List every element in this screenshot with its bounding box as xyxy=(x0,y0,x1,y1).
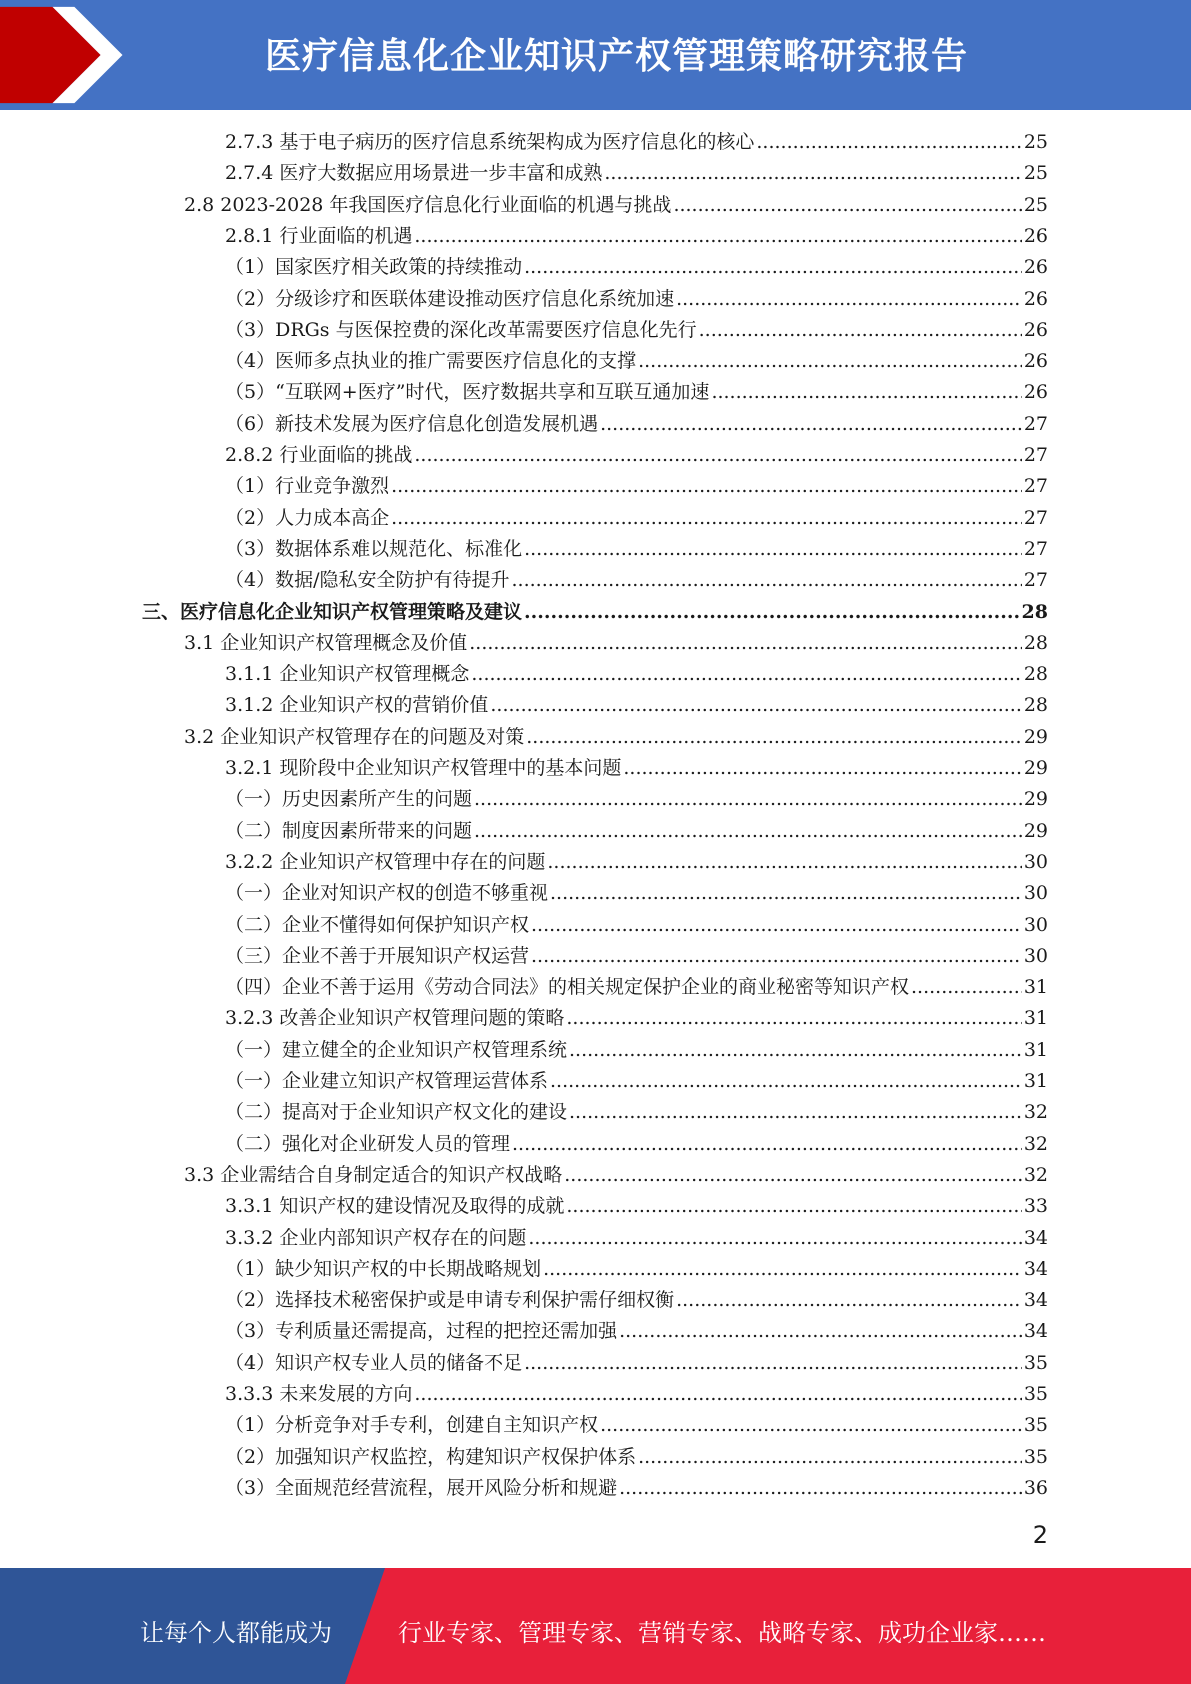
toc-entry-page: 25 xyxy=(1023,131,1048,153)
toc-entry[interactable] xyxy=(225,1285,1048,1316)
toc-entry-title: （一）企业建立知识产权管理运营体系 xyxy=(225,1070,549,1092)
toc-entry-page: 31 xyxy=(1023,1038,1048,1061)
toc-entry-page: 35 xyxy=(1023,1445,1048,1468)
toc-dot-leader xyxy=(619,1473,1022,1504)
toc-entry-title: 3.1.2 企业知识产权的营销价值 xyxy=(225,694,489,717)
footer-slogan-right: 行业专家、管理专家、营销专家、战略专家、成功企业家…… xyxy=(398,1619,1046,1647)
toc-entry[interactable] xyxy=(225,816,1048,847)
toc-entry-title: 3.3.1 知识产权的建设情况及取得的成就 xyxy=(225,1195,565,1218)
toc-entry[interactable] xyxy=(225,1066,1048,1097)
toc-entry-page: 35 xyxy=(1023,1383,1048,1405)
toc-entry[interactable] xyxy=(225,910,1048,941)
toc-entry[interactable] xyxy=(225,440,1048,471)
toc-dot-leader xyxy=(911,972,1022,1003)
toc-dot-leader xyxy=(564,1160,1022,1191)
toc-entry-page: 28 xyxy=(1023,663,1048,686)
toc-dot-leader xyxy=(547,847,1021,878)
toc-entry-page: 34 xyxy=(1023,1289,1048,1312)
toc-dot-leader xyxy=(543,1254,1022,1285)
toc-entry[interactable] xyxy=(225,346,1048,377)
toc-entry[interactable] xyxy=(225,847,1048,878)
toc-entry-page: 32 xyxy=(1023,1132,1048,1155)
toc-entry-title: （4）医师多点执业的推广需要医疗信息化的支撑 xyxy=(225,350,637,373)
toc-entry-page: 34 xyxy=(1023,1226,1048,1249)
toc-entry-title: （一）建立健全的企业知识产权管理系统 xyxy=(225,1038,568,1061)
toc-dot-leader xyxy=(414,440,1021,471)
toc-entry[interactable] xyxy=(225,659,1048,690)
toc-entry-title: （2）加强知识产权监控，构建知识产权保护体系 xyxy=(225,1445,637,1468)
toc-entry[interactable] xyxy=(225,1097,1048,1128)
toc-entry-page: 34 xyxy=(1023,1257,1048,1280)
toc-entry-title: （4）知识产权专业人员的储备不足 xyxy=(225,1351,523,1374)
toc-entry[interactable] xyxy=(225,127,1048,158)
toc-entry-title: （2）选择技术秘密保护或是申请专利保护需仔细权衡 xyxy=(225,1289,675,1312)
toc-entry-page: 31 xyxy=(1023,1070,1048,1092)
toc-entry-title: 3.1 企业知识产权管理概念及价值 xyxy=(184,631,468,654)
toc-dot-leader xyxy=(524,1348,1022,1379)
toc-entry-page: 30 xyxy=(1023,913,1048,936)
toc-entry[interactable] xyxy=(225,753,1048,784)
toc-entry-title: （5）“互联网+医疗”时代，医疗数据共享和互联互通加速 xyxy=(225,381,710,404)
toc-entry-title: （1）分析竞争对手专利，创建自主知识产权 xyxy=(225,1414,599,1437)
toc-dot-leader xyxy=(600,409,1022,440)
toc-dot-leader xyxy=(600,1410,1022,1441)
toc-entry[interactable] xyxy=(225,377,1048,408)
toc-entry[interactable] xyxy=(225,284,1048,315)
toc-entry-title: （一）企业对知识产权的创造不够重视 xyxy=(225,882,549,905)
toc-dot-leader xyxy=(512,1129,1022,1160)
toc-entry[interactable] xyxy=(225,784,1048,815)
toc-entry-page: 27 xyxy=(1023,537,1048,560)
toc-entry-page: 29 xyxy=(1023,757,1048,779)
toc-entry-title: （四）企业不善于运用《劳动合同法》的相关规定保护企业的商业秘密等知识产权 xyxy=(225,976,910,999)
toc-dot-leader xyxy=(604,158,1021,189)
toc-entry-title: 2.7.3 基于电子病历的医疗信息系统架构成为医疗信息化的核心 xyxy=(225,131,755,153)
toc-entry-page: 29 xyxy=(1023,788,1048,811)
toc-dot-leader xyxy=(471,659,1021,690)
toc-entry[interactable] xyxy=(225,1379,1048,1410)
toc-entry[interactable] xyxy=(225,1223,1048,1254)
toc-entry[interactable] xyxy=(184,722,1048,753)
toc-entry-page: 25 xyxy=(1023,193,1048,216)
toc-entry-page: 26 xyxy=(1023,318,1048,341)
toc-entry-title: （4）数据/隐私安全防护有待提升 xyxy=(225,569,510,592)
toc-dot-leader xyxy=(566,1003,1021,1034)
toc-entry-title: （3）DRGs 与医保控费的深化改革需要医疗信息化先行 xyxy=(225,318,697,341)
toc-dot-leader xyxy=(391,471,1022,502)
toc-entry[interactable] xyxy=(225,1348,1048,1379)
toc-entry-title: 3.2.3 改善企业知识产权管理问题的策略 xyxy=(225,1007,565,1030)
toc-dot-leader xyxy=(638,346,1022,377)
toc-dot-leader xyxy=(550,1066,1022,1097)
toc-dot-leader xyxy=(414,1379,1021,1410)
toc-entry-page: 34 xyxy=(1023,1320,1048,1343)
toc-entry-title: （二）提高对于企业知识产权文化的建设 xyxy=(225,1101,568,1124)
toc-entry-page: 27 xyxy=(1023,506,1048,529)
toc-entry-title: 3.2.1 现阶段中企业知识产权管理中的基本问题 xyxy=(225,757,622,779)
toc-entry[interactable] xyxy=(225,941,1048,972)
toc-entry-title: 3.2 企业知识产权管理存在的问题及对策 xyxy=(184,725,525,748)
toc-entry-title: 3.1.1 企业知识产权管理概念 xyxy=(225,663,470,686)
toc-dot-leader xyxy=(569,1097,1022,1128)
toc-entry-page: 30 xyxy=(1023,850,1048,873)
toc-entry[interactable] xyxy=(225,252,1048,283)
toc-entry-title: （2）人力成本高企 xyxy=(225,506,390,529)
toc-entry-title: （三）企业不善于开展知识产权运营 xyxy=(225,944,530,967)
toc-dot-leader xyxy=(676,284,1022,315)
toc-dot-leader xyxy=(699,315,1022,346)
toc-entry-page: 36 xyxy=(1023,1476,1048,1499)
toc-entry[interactable] xyxy=(184,190,1048,221)
toc-entry[interactable] xyxy=(225,1003,1048,1034)
toc-entry[interactable] xyxy=(225,1035,1048,1066)
toc-entry-page: 27 xyxy=(1023,569,1048,592)
toc-entry-page: 31 xyxy=(1023,1007,1048,1030)
toc-entry-page: 35 xyxy=(1023,1414,1048,1437)
toc-entry-title: 2.8 2023-2028 年我国医疗信息化行业面临的机遇与挑战 xyxy=(184,193,672,216)
toc-entry-page: 26 xyxy=(1023,256,1048,279)
toc-entry[interactable] xyxy=(225,409,1048,440)
toc-entry-title: （二）企业不懂得如何保护知识产权 xyxy=(225,913,530,936)
toc-dot-leader xyxy=(756,127,1021,158)
toc-dot-leader xyxy=(469,628,1022,659)
toc-entry[interactable] xyxy=(225,1442,1048,1473)
toc-entry[interactable] xyxy=(225,565,1048,596)
toc-entry-title: 三、医疗信息化企业知识产权管理策略及建议 xyxy=(142,600,523,623)
toc-dot-leader xyxy=(391,503,1022,534)
toc-entry-page: 25 xyxy=(1023,162,1048,185)
toc-entry-title: （2）分级诊疗和医联体建设推动医疗信息化系统加速 xyxy=(225,287,675,310)
toc-dot-leader xyxy=(566,1191,1021,1222)
toc-entry-page: 29 xyxy=(1023,819,1048,842)
toc-entry-title: 3.3 企业需结合自身制定适合的知识产权战略 xyxy=(184,1163,563,1186)
toc-entry[interactable] xyxy=(225,1254,1048,1285)
toc-entry-page: 27 xyxy=(1023,412,1048,435)
toc-entry-page: 26 xyxy=(1023,287,1048,310)
toc-dot-leader xyxy=(623,753,1021,784)
toc-entry-title: 2.8.2 行业面临的挑战 xyxy=(225,444,413,466)
toc-entry[interactable] xyxy=(225,471,1048,502)
toc-entry-title: 3.2.2 企业知识产权管理中存在的问题 xyxy=(225,850,546,873)
toc-dot-leader xyxy=(512,565,1022,596)
toc-dot-leader xyxy=(474,784,1022,815)
toc-entry[interactable] xyxy=(225,503,1048,534)
toc-entry-page: 27 xyxy=(1023,444,1048,466)
toc-entry-page: 35 xyxy=(1023,1351,1048,1374)
toc-entry-page: 28 xyxy=(1023,631,1048,654)
toc-dot-leader xyxy=(673,190,1021,221)
toc-dot-leader xyxy=(676,1285,1022,1316)
toc-entry[interactable] xyxy=(225,1410,1048,1441)
toc-dot-leader xyxy=(524,534,1022,565)
toc-entry-title: （6）新技术发展为医疗信息化创造发展机遇 xyxy=(225,412,599,435)
toc-entry[interactable] xyxy=(225,1191,1048,1222)
toc-entry-title: 3.3.3 未来发展的方向 xyxy=(225,1383,413,1405)
toc-entry-page: 26 xyxy=(1023,350,1048,373)
toc-entry[interactable] xyxy=(142,597,1048,628)
toc-entry-title: （一）历史因素所产生的问题 xyxy=(225,788,473,811)
toc-entry-title: 2.8.1 行业面临的机遇 xyxy=(225,224,413,247)
toc-entry[interactable] xyxy=(225,1473,1048,1504)
toc-entry-title: 3.3.2 企业内部知识产权存在的问题 xyxy=(225,1226,527,1249)
footer-slogan-left: 让每个人都能成为 xyxy=(140,1619,332,1647)
toc-entry-page: 26 xyxy=(1023,224,1048,247)
toc-entry[interactable] xyxy=(225,690,1048,721)
toc-entry-page: 31 xyxy=(1023,976,1048,999)
toc-entry[interactable] xyxy=(225,158,1048,189)
header-chevron-decoration xyxy=(0,0,140,110)
toc-dot-leader xyxy=(528,1223,1021,1254)
toc-entry[interactable] xyxy=(225,1129,1048,1160)
toc-entry-page: 33 xyxy=(1023,1195,1048,1218)
page-footer xyxy=(0,1568,1191,1684)
toc-entry-page: 27 xyxy=(1023,475,1048,498)
toc-entry[interactable] xyxy=(184,628,1048,659)
toc-dot-leader xyxy=(490,690,1021,721)
toc-dot-leader xyxy=(638,1442,1022,1473)
toc-entry-page: 26 xyxy=(1023,381,1048,404)
toc-entry-page: 29 xyxy=(1023,725,1048,748)
toc-entry-title: （二）强化对企业研发人员的管理 xyxy=(225,1132,511,1155)
toc-entry-title: （二）制度因素所带来的问题 xyxy=(225,819,473,842)
toc-entry[interactable] xyxy=(225,1316,1048,1347)
toc-dot-leader xyxy=(550,878,1022,909)
toc-entry-page: 30 xyxy=(1023,882,1048,905)
toc-entry-page: 30 xyxy=(1023,944,1048,967)
toc-dot-leader xyxy=(531,910,1022,941)
toc-entry-title: （3）专利质量还需提高，过程的把控还需加强 xyxy=(225,1320,618,1343)
toc-entry-title: 2.7.4 医疗大数据应用场景进一步丰富和成熟 xyxy=(225,162,603,185)
toc-dot-leader xyxy=(619,1316,1022,1347)
toc-dot-leader xyxy=(711,377,1021,408)
toc-dot-leader xyxy=(531,941,1022,972)
toc-entry[interactable] xyxy=(184,1160,1048,1191)
toc-dot-leader xyxy=(474,816,1022,847)
toc-dot-leader xyxy=(414,221,1021,252)
toc-entry[interactable] xyxy=(225,315,1048,346)
report-title: 医疗信息化企业知识产权管理策略研究报告 xyxy=(265,36,969,77)
toc-dot-leader xyxy=(524,597,1020,628)
toc-dot-leader xyxy=(526,722,1022,753)
toc-entry-title: （3）数据体系难以规范化、标准化 xyxy=(225,537,523,560)
page-number: 2 xyxy=(1032,1521,1048,1549)
toc-entry-page: 32 xyxy=(1023,1163,1048,1186)
toc-entry-title: （1）行业竞争激烈 xyxy=(225,475,390,498)
toc-entry[interactable] xyxy=(225,878,1048,909)
toc-entry[interactable] xyxy=(225,221,1048,252)
toc-entry-title: （3）全面规范经营流程，展开风险分析和规避 xyxy=(225,1476,618,1499)
toc-entry-page: 28 xyxy=(1023,694,1048,717)
toc-entry-page: 28 xyxy=(1021,600,1048,623)
toc-entry-title: （1）缺少知识产权的中长期战略规划 xyxy=(225,1257,542,1280)
toc-entry[interactable] xyxy=(225,534,1048,565)
toc-dot-leader xyxy=(524,252,1022,283)
toc-entry-title: （1）国家医疗相关政策的持续推动 xyxy=(225,256,523,279)
toc-entry-page: 32 xyxy=(1023,1101,1048,1124)
page-header xyxy=(0,0,1191,110)
toc-dot-leader xyxy=(569,1035,1022,1066)
toc-entry[interactable] xyxy=(225,972,1048,1003)
